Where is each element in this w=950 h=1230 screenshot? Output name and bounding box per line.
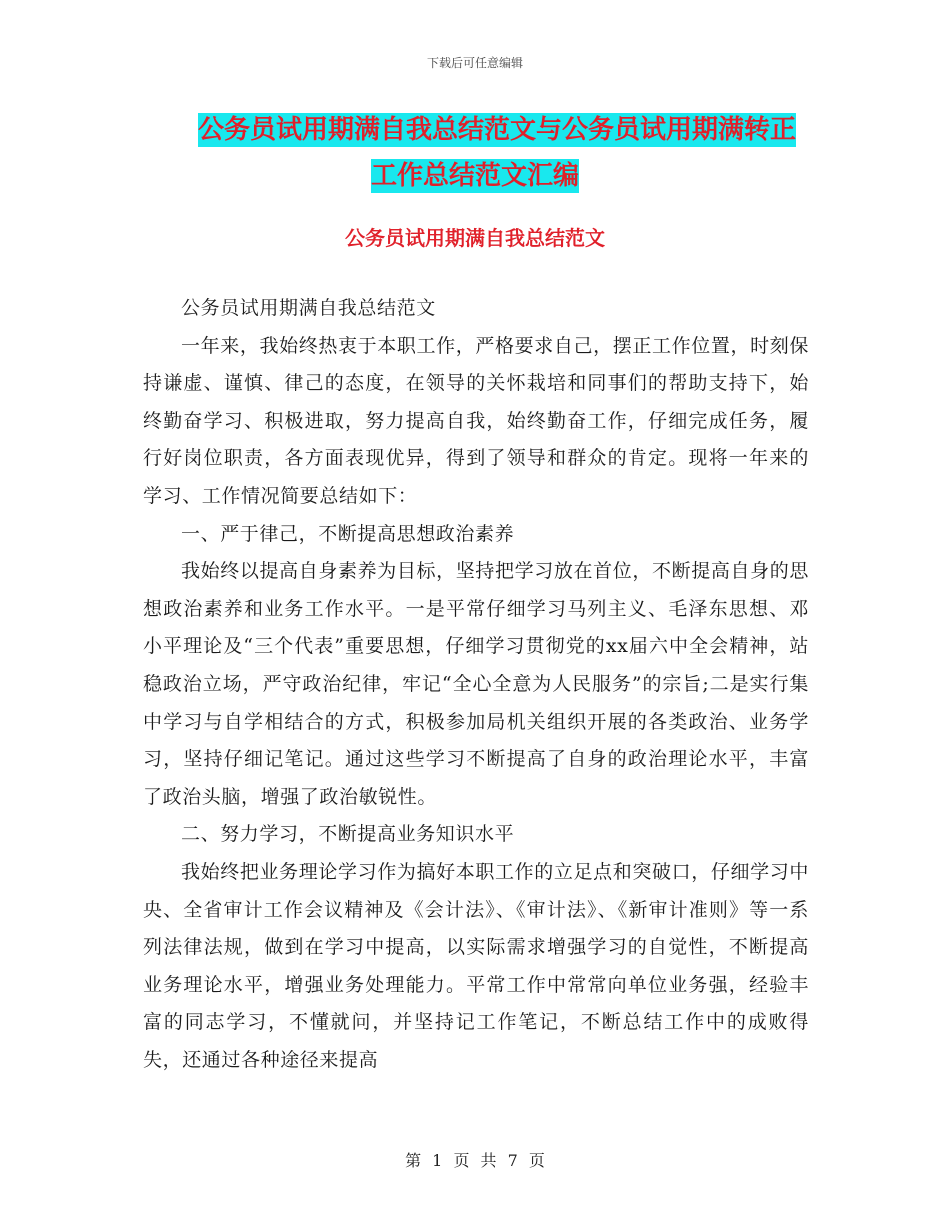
paragraph-subtitle: 公务员试用期满自我总结范文 xyxy=(181,297,436,319)
section-title: 公务员试用期满自我总结范文 xyxy=(345,226,605,250)
paragraph-body-2: 我始终把业务理论学习作为搞好本职工作的立足点和突破口，仔细学习中央、全省审计工作会议精神及《会计法》、《审计法》、《新审计准则》等一系列法律法规，做到在学习中提高，以实际需求增强学习的自觉性，不断提高业务理论水平，增强业务处理能力。平常工作中常常向单位业务强，经验丰富的同志学习，不懂就问，并坚持记工作笔记，不断总结工作中的成败得失，还通过各种途径来提高 xyxy=(143,860,809,1071)
document-title-line-2 xyxy=(0,158,950,194)
document-title-line-2-text: 工作总结范文汇编 xyxy=(370,161,579,191)
document-body xyxy=(143,290,809,1079)
page-number: 第 1 页 共 7 页 xyxy=(405,1151,545,1170)
paragraph-intro: 一年来，我始终热衷于本职工作，严格要求自己，摆正工作位置，时刻保持谦虚、谨慎、律己的态度，在领导的关怀栽培和同事们的帮助支持下，始终勤奋学习、积极进取，努力提高自我，始终勤奋工作，仔细完成任务，履行好岗位职责，各方面表现优异，得到了领导和群众的肯定。现将一年来的学习、工作情况简要总结如下： xyxy=(143,334,809,507)
document-title-line-1 xyxy=(22,112,950,148)
paragraph-heading-2: 二、努力学习，不断提高业务知识水平 xyxy=(181,823,515,846)
page-header-note: 下载后可任意编辑 xyxy=(426,56,523,70)
paragraph-heading-1: 一、严于律己，不断提高思想政治素养 xyxy=(181,522,515,545)
document-title-line-1-text: 公务员试用期满自我总结范文与公务员试用期满转正 xyxy=(197,115,796,145)
paragraph-body-1: 我始终以提高自身素养为目标，坚持把学习放在首位，不断提高自身的思想政治素养和业务工作水平。一是平常仔细学习马列主义、毛泽东思想、邓小平理论及“三个代表”重要思想，仔细学习贯彻党的xx届六中全会精神，站稳政治立场，严守政治纪律，牢记“全心全意为人民服务”的宗旨;二是实行集中学习与自学相结合的方式，积极参加局机关组织开展的各类政治、业务学习，坚持仔细记笔记。通过这些学习不断提高了自身的政治理论水平，丰富了政治头脑，增强了政治敏锐性。 xyxy=(143,560,809,808)
